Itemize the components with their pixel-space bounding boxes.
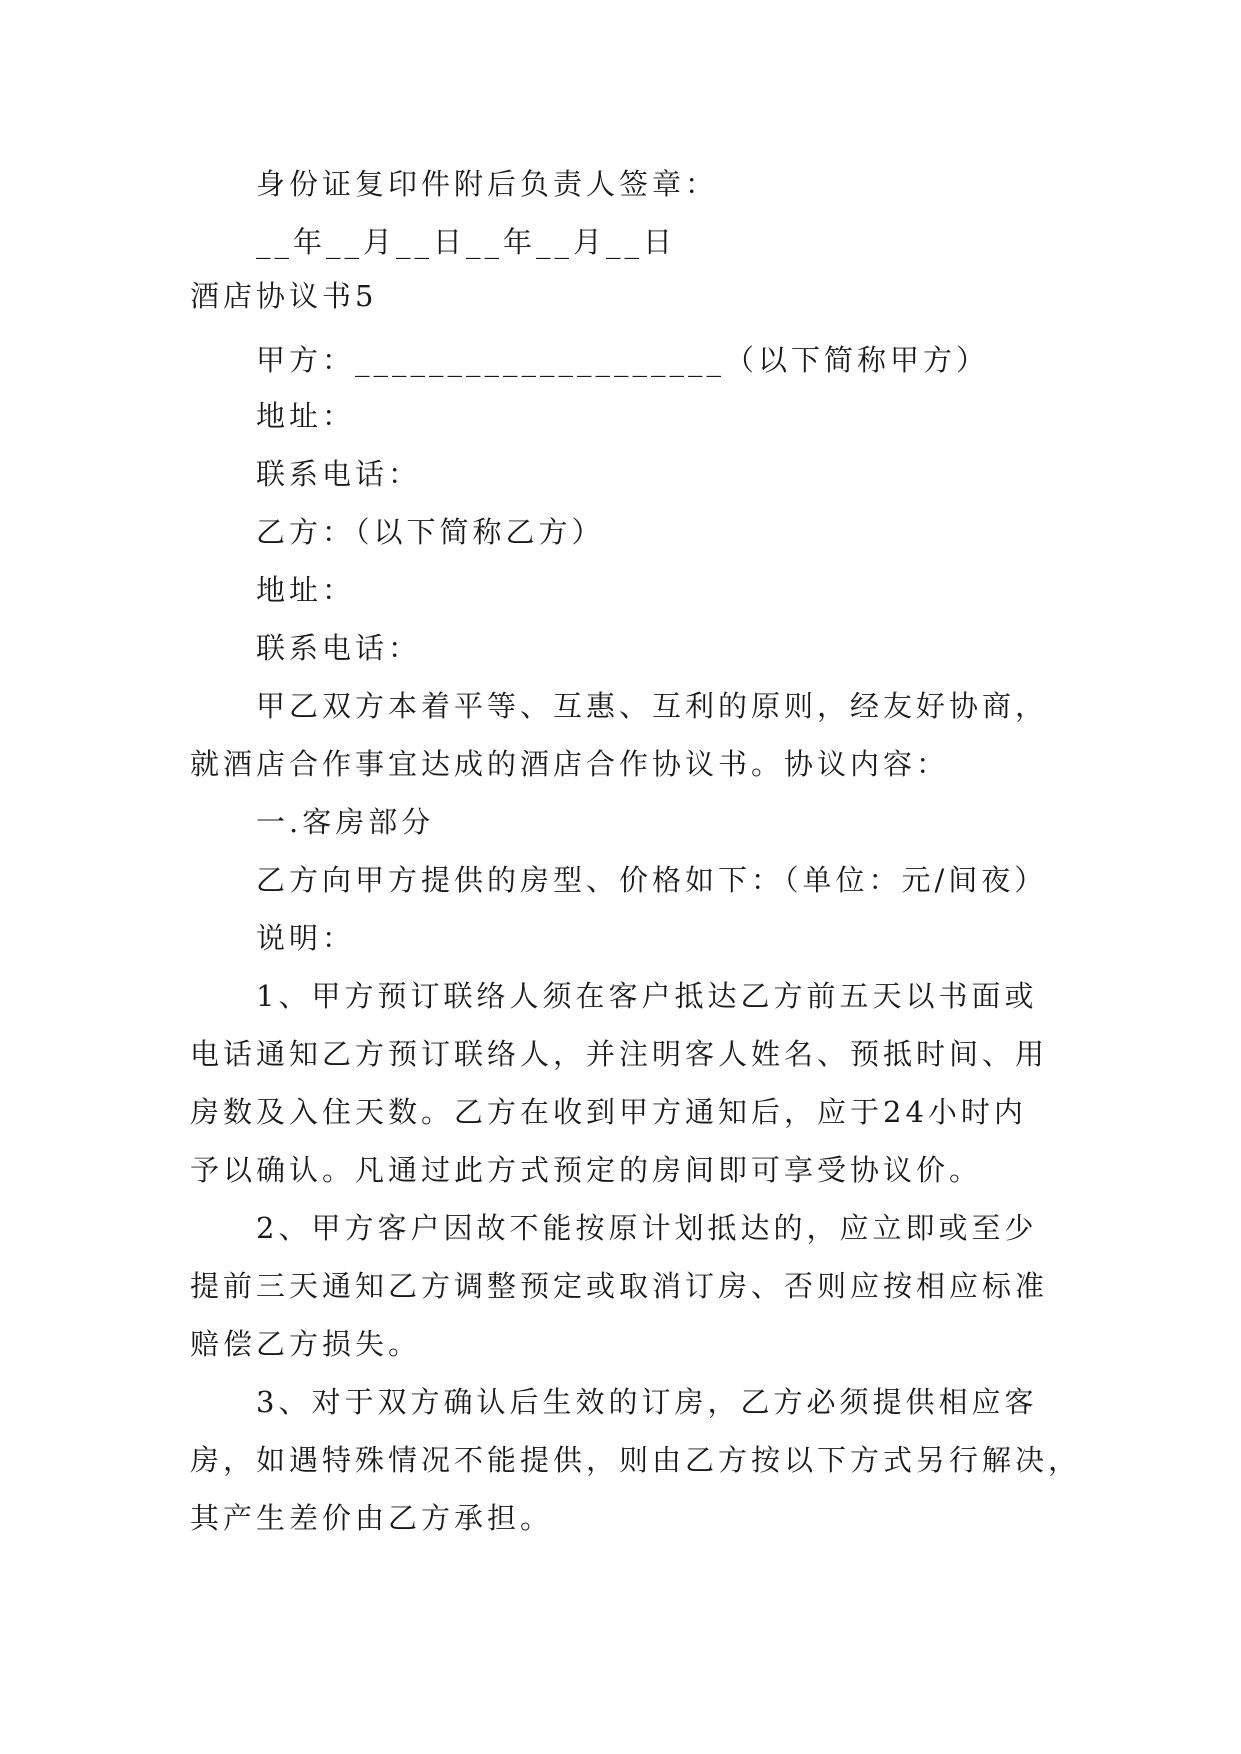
clause-2-line-3: 赔偿乙方损失。 bbox=[190, 1327, 422, 1361]
clause-1-line-3: 房数及入住天数。乙方在收到甲方通知后，应于24小时内 bbox=[190, 1095, 1027, 1129]
clause-1-line-4: 予以确认。凡通过此方式预定的房间即可享受协议价。 bbox=[190, 1153, 983, 1187]
date-line: __年__月__日__年__月__日 bbox=[256, 225, 677, 259]
party-b-line: 乙方：（以下简称乙方） bbox=[256, 515, 605, 549]
clause-2-line-1: 2、甲方客户因故不能按原计划抵达的，应立即或至少 bbox=[256, 1211, 1038, 1245]
party-b-address: 地址： bbox=[256, 573, 356, 607]
party-a-phone: 联系电话： bbox=[256, 457, 422, 491]
room-price-line: 乙方向甲方提供的房型、价格如下：（单位：元/间夜） bbox=[256, 863, 1048, 897]
paragraph-intro-line-2: 就酒店合作事宜达成的酒店合作协议书。协议内容： bbox=[190, 747, 950, 781]
signature-line: 身份证复印件附后负责人签章： bbox=[256, 167, 719, 201]
party-a-address: 地址： bbox=[256, 399, 356, 433]
clause-3-line-1: 3、对于双方确认后生效的订房，乙方必须提供相应客 bbox=[256, 1385, 1038, 1419]
paragraph-intro-line-1: 甲乙双方本着平等、互惠、互利的原则，经友好协商， bbox=[256, 689, 1049, 723]
section-title: 酒店协议书5 bbox=[190, 279, 378, 313]
clause-1-line-1: 1、甲方预订联络人须在客户抵达乙方前五天以书面或 bbox=[256, 979, 1038, 1013]
section-heading-rooms: 一.客房部分 bbox=[256, 805, 435, 839]
notes-heading: 说明： bbox=[256, 921, 356, 955]
clause-3-line-3: 其产生差价由乙方承担。 bbox=[190, 1501, 554, 1535]
party-b-phone: 联系电话： bbox=[256, 631, 422, 665]
clause-2-line-2: 提前三天通知乙方调整预定或取消订房、否则应按相应标准 bbox=[190, 1269, 1049, 1303]
clause-3-line-2: 房，如遇特殊情况不能提供，则由乙方按以下方式另行解决， bbox=[190, 1443, 1082, 1477]
party-a-line: 甲方：____________________（以下简称甲方） bbox=[256, 343, 990, 377]
clause-1-line-2: 电话通知乙方预订联络人，并注明客人姓名、预抵时间、用 bbox=[190, 1037, 1049, 1071]
